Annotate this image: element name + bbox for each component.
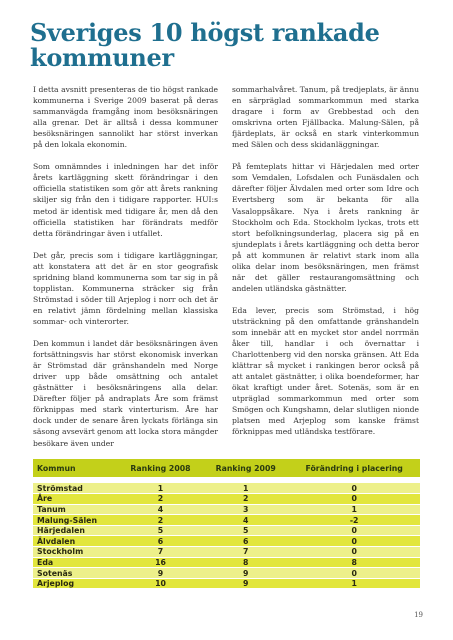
- cell-forandring: -2: [288, 515, 420, 526]
- cell-ranking-2009: 3: [203, 504, 288, 515]
- table-row: [33, 547, 420, 558]
- table-row: [33, 494, 420, 505]
- cell-ranking-2008: 1: [118, 483, 203, 494]
- cell-ranking-2008: 7: [118, 547, 203, 558]
- cell-ranking-2009: 7: [203, 547, 288, 558]
- cell-ranking-2008: 2: [118, 494, 203, 505]
- cell-ranking-2008: 16: [118, 557, 203, 568]
- column-header-ranking-2008: Ranking 2008: [130, 463, 191, 473]
- paragraph: Det går, precis som i tidigare kartläggningar, att konstatera att det är en stor geografisk spridning bland kommunerna som tar sig in på topplistan. Kommunerna sträcker sig från Strömstad i söder till Arjeplog i norr och det är en relativt jämn fördelning mellan klassiska sommar- och vinterorter.: [33, 250, 218, 326]
- cell-kommun: Stockholm: [33, 547, 118, 558]
- cell-ranking-2008: 6: [118, 536, 203, 547]
- ranking-table-container: [33, 459, 420, 589]
- paragraph: På femteplats hittar vi Härjedalen med orter som Vemdalen, Lofsdalen och Funäsdalen och därefter följer Älvdalen med orter som Idre och Evertsberg som är bekanta för alla Vasaloppsåkare. Nya i årets rankning är Stockholm och Eda. Stockholm lyckas, trots ett stort befolkningsunderlag, placera sig på en sjundeplats i årets kartläggning och detta beror på att kommunen är relativt stark inom alla olika delar inom besöksnäringen, men främst när det gäller restaurangomsättning och andelen utländska gästnätter.: [232, 162, 419, 293]
- left-column: [33, 84, 218, 460]
- page-title: Sveriges 10 högst rankade kommuner: [30, 18, 380, 72]
- paragraph: I detta avsnitt presenteras de tio högst rankade kommunerna i Sverige 2009 baserat på deras sammanvägda framgång inom besöksnäringen alla grenar. Det är alltså i dessa kommuner besöksnäringen sannolikt har störst inverkan på den lokala ekonomin.: [33, 85, 218, 150]
- table-row: [33, 504, 420, 515]
- paragraph: Den kommun i landet där besöksnäringen även fortsättningsvis har störst ekonomisk inverkan är Strömstad där gränshandeln med Norge driver upp både omsättning och antalet gästnätter i besöksnäringens alla delar. Därefter följer på andraplats Åre som främst förknippas med stark vinterturism. Åre har dock under de senare åren lyckats förlänga sin säsong avsevärt genom att locka stora mängder besökare även under: [33, 339, 219, 448]
- cell-forandring: 0: [288, 536, 420, 547]
- column-header-kommun: Kommun: [37, 463, 76, 473]
- right-column: [232, 84, 419, 449]
- cell-ranking-2008: 10: [118, 578, 203, 589]
- paragraph: Som omnämndes i inledningen har det inför årets kartläggning skett förändringar i den officiella statistiken som gör att årets rankning skiljer sig från den i tidigare rapporter. HUI:s metod är identisk med tidigare år, men då den officiella statistiken har förändrats medför detta förändringar även i utfallet.: [33, 162, 218, 238]
- table-header-row: [33, 459, 420, 477]
- cell-ranking-2008: 4: [118, 504, 203, 515]
- table-row: [33, 536, 420, 547]
- cell-ranking-2009: 6: [203, 536, 288, 547]
- column-header-forandring: Förändring i placering: [305, 463, 403, 473]
- cell-kommun: Åre: [33, 494, 118, 505]
- ranking-table: [33, 459, 420, 589]
- cell-ranking-2009: 5: [203, 525, 288, 536]
- table-row: [33, 525, 420, 536]
- cell-kommun: Härjedalen: [33, 525, 118, 536]
- table-row: [33, 568, 420, 579]
- cell-forandring: 0: [288, 568, 420, 579]
- table-row: [33, 483, 420, 494]
- cell-forandring: 0: [288, 547, 420, 558]
- cell-ranking-2009: 4: [203, 515, 288, 526]
- cell-kommun: Älvdalen: [33, 536, 118, 547]
- table-row: [33, 515, 420, 526]
- cell-ranking-2008: 9: [118, 568, 203, 579]
- table-row: [33, 578, 420, 589]
- cell-forandring: 0: [288, 525, 420, 536]
- cell-kommun: Sotenäs: [33, 568, 118, 579]
- table-row: [33, 557, 420, 568]
- cell-ranking-2008: 2: [118, 515, 203, 526]
- cell-ranking-2008: 5: [118, 525, 203, 536]
- cell-ranking-2009: 9: [203, 578, 288, 589]
- cell-kommun: Tanum: [33, 504, 118, 515]
- cell-forandring: 0: [288, 494, 420, 505]
- cell-forandring: 1: [288, 504, 420, 515]
- paragraph: Eda lever, precis som Strömstad, i hög utsträckning på den omfattande gränshandeln som innebär att en mycket stor andel norrmän åker till, handlar i och övernattar i Charlottenberg vid den norska gränsen. Att Eda klättrar så mycket i rankingen beror också på att antalet gästnätter, i olika boendeformer, har ökat kraftigt under året. Sotenäs, som är en utpräglad sommarkommun med orter som Smögen och Kungshamn, delar slutligen nionde platsen med Arjeplog som kanske främst förknippas med utländska testförare.: [232, 305, 419, 437]
- page-number: 19: [414, 611, 423, 619]
- cell-ranking-2009: 2: [203, 494, 288, 505]
- cell-kommun: Eda: [33, 557, 118, 568]
- cell-kommun: Arjeplog: [33, 578, 118, 589]
- column-header-ranking-2009: Ranking 2009: [215, 463, 276, 473]
- cell-ranking-2009: 8: [203, 557, 288, 568]
- cell-ranking-2009: 1: [203, 483, 288, 494]
- cell-kommun: Malung-Sälen: [33, 515, 118, 526]
- cell-forandring: 0: [288, 483, 420, 494]
- paragraph: sommarhalvåret. Tanum, på tredjeplats, är ännu en särpräglad sommarkommun med starka dragare i form av Grebbestad och den omskrivna orten Fjällbacka. Malung-Sälen, på fjärdeplats, är också en stark vinterkommun med Sälen och dess skidanläggningar.: [232, 85, 419, 150]
- cell-forandring: 1: [288, 578, 420, 589]
- cell-forandring: 8: [288, 557, 420, 568]
- cell-ranking-2009: 9: [203, 568, 288, 579]
- cell-kommun: Strömstad: [33, 483, 118, 494]
